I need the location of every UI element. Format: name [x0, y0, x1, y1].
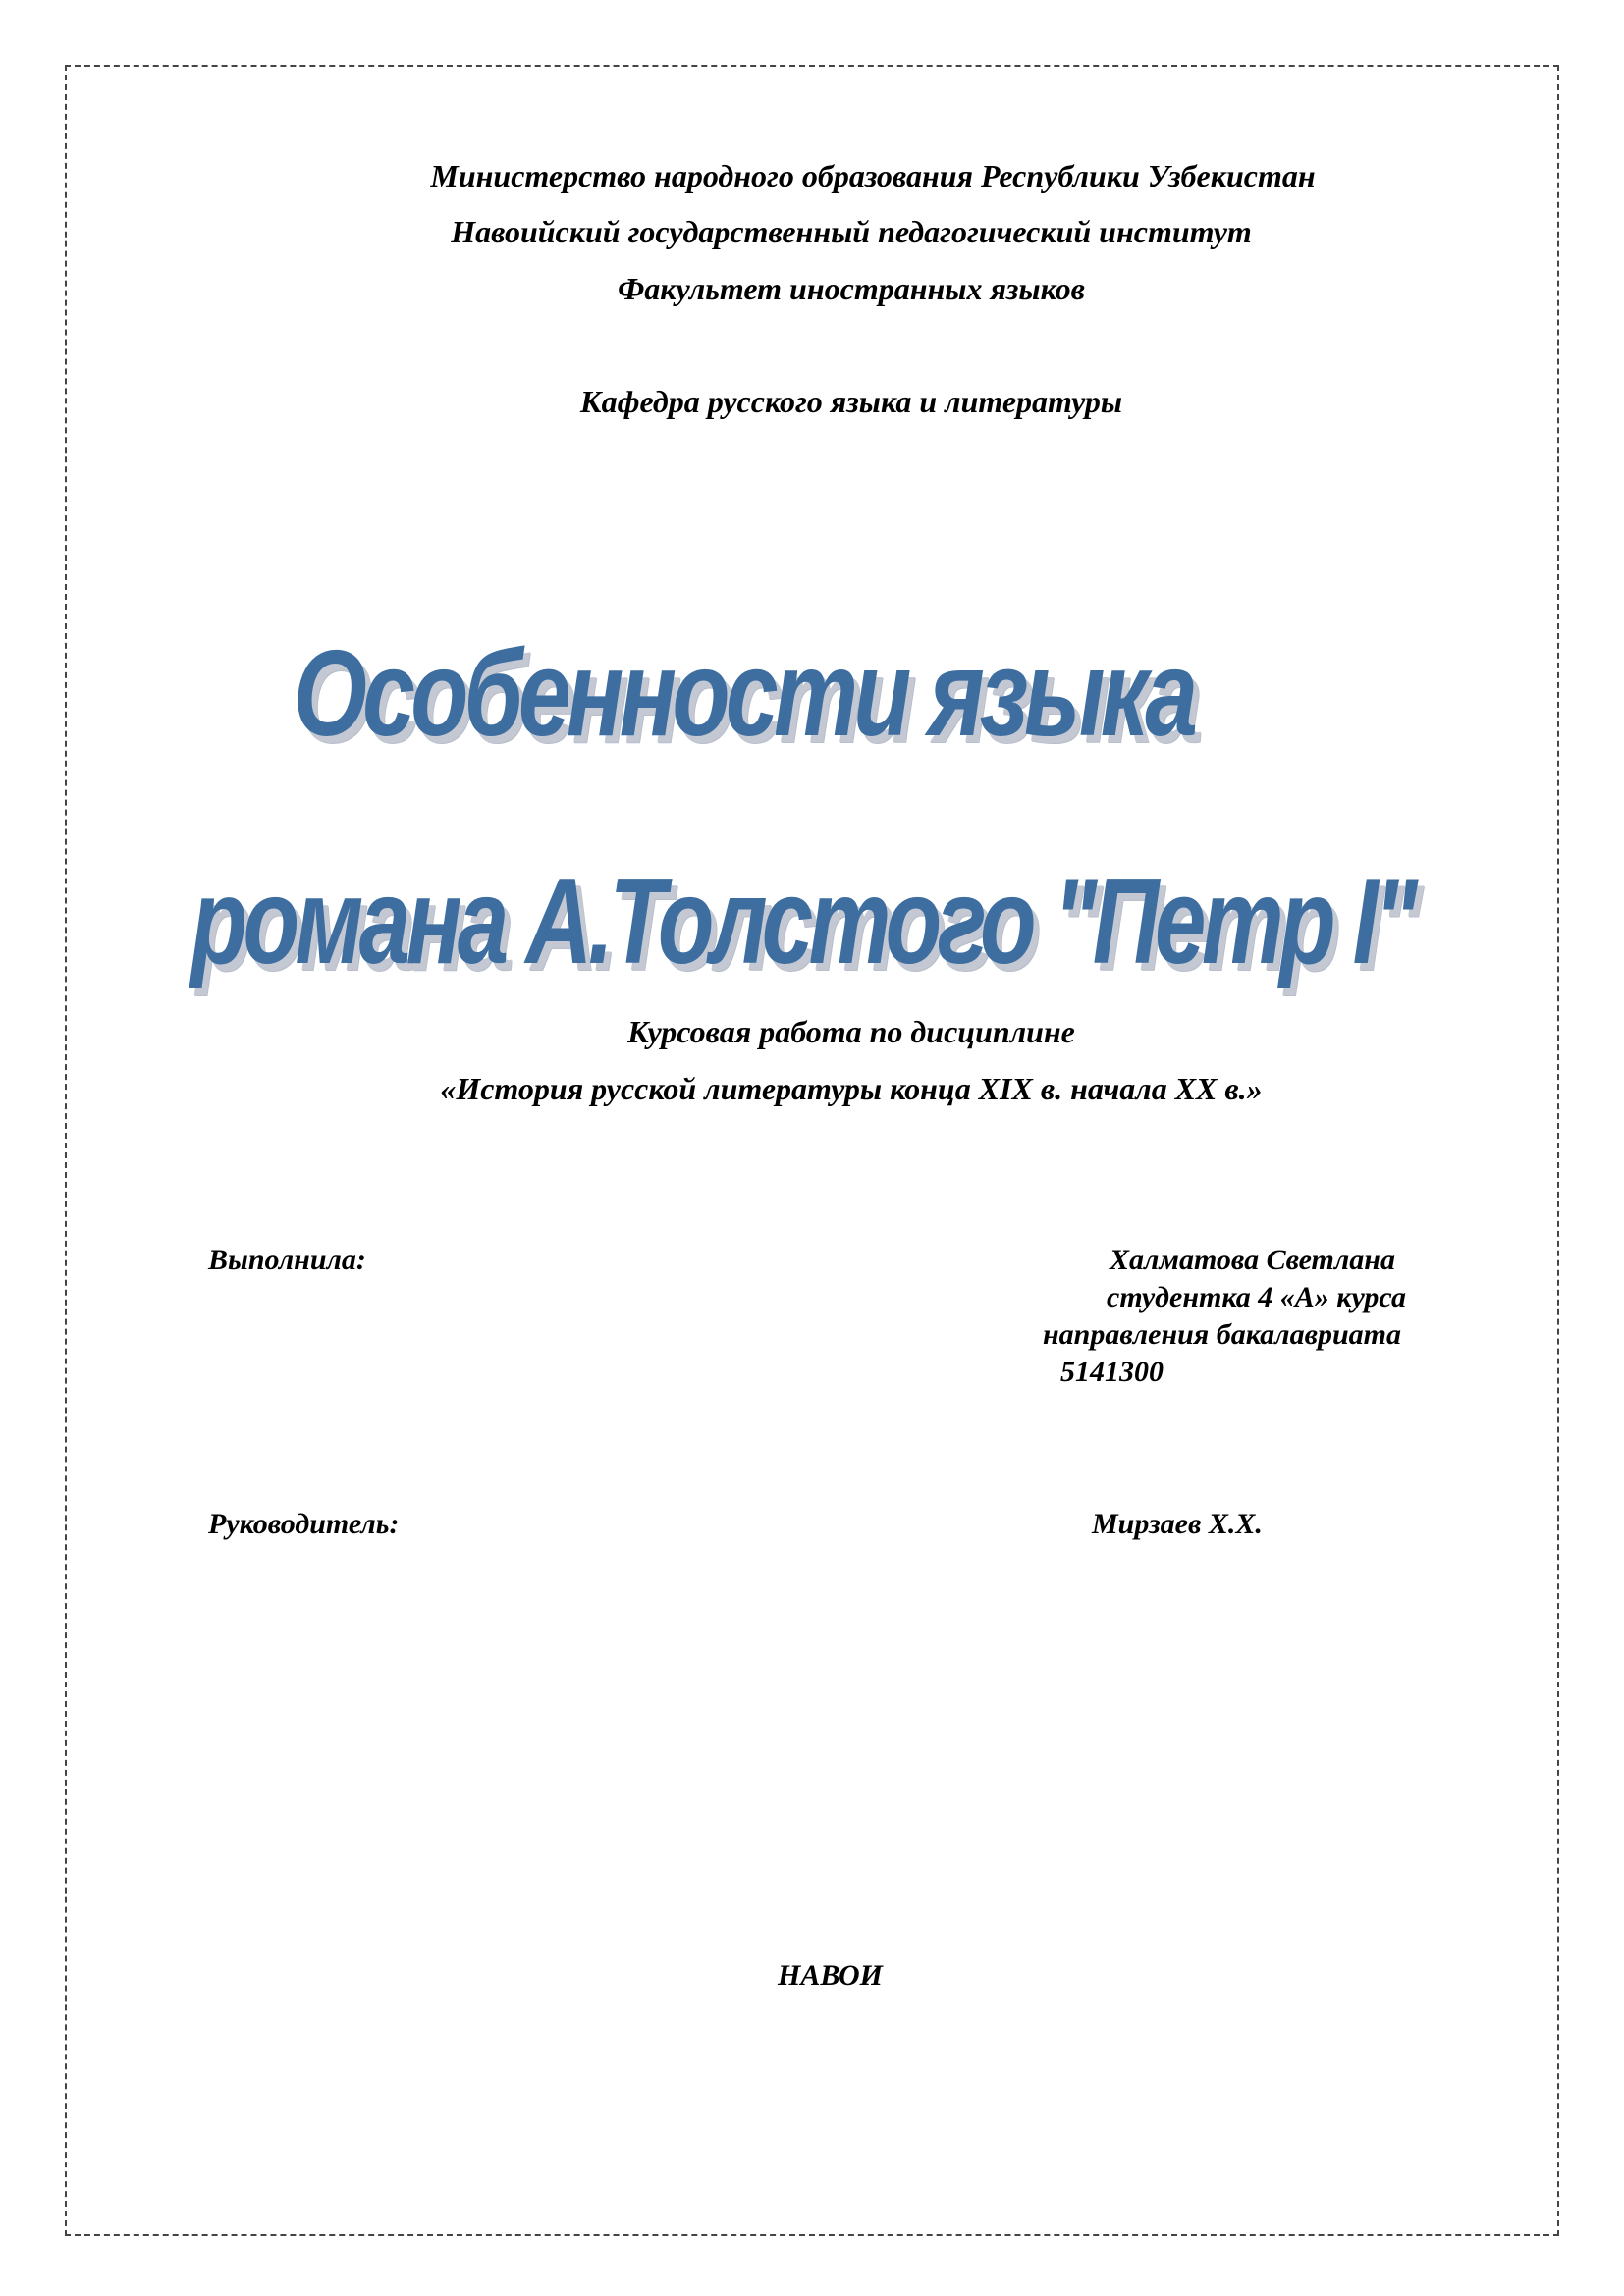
author-label: Выполнила: — [208, 1244, 366, 1276]
subtitle-line-1: Курсовая работа по дисциплине — [627, 1014, 1075, 1049]
supervisor-name: Мирзаев Х.Х. — [1092, 1508, 1263, 1540]
title-line-1: Особенности языка — [293, 626, 1194, 762]
title-line-2: романа А.Толстого "Петр I" — [190, 854, 1414, 989]
author-name: Халматова Светлана — [1110, 1244, 1395, 1276]
institute-line: Навоийский государственный педагогический институт — [451, 214, 1252, 249]
author-course: студентка 4 «А» курса — [1107, 1281, 1406, 1313]
author-direction: направления бакалавриата — [1043, 1318, 1401, 1351]
faculty-line: Факультет иностранных языков — [618, 271, 1085, 306]
city: НАВОИ — [778, 1959, 883, 1992]
supervisor-label: Руководитель: — [208, 1508, 400, 1540]
author-code: 5141300 — [1060, 1356, 1164, 1388]
department-line: Кафедра русского языка и литературы — [579, 384, 1123, 419]
ministry-line: Министерство народного образования Республики Узбекистан — [430, 158, 1316, 193]
subtitle-line-2: «История русской литературы конца XIX в. начала XX в.» — [440, 1071, 1263, 1106]
